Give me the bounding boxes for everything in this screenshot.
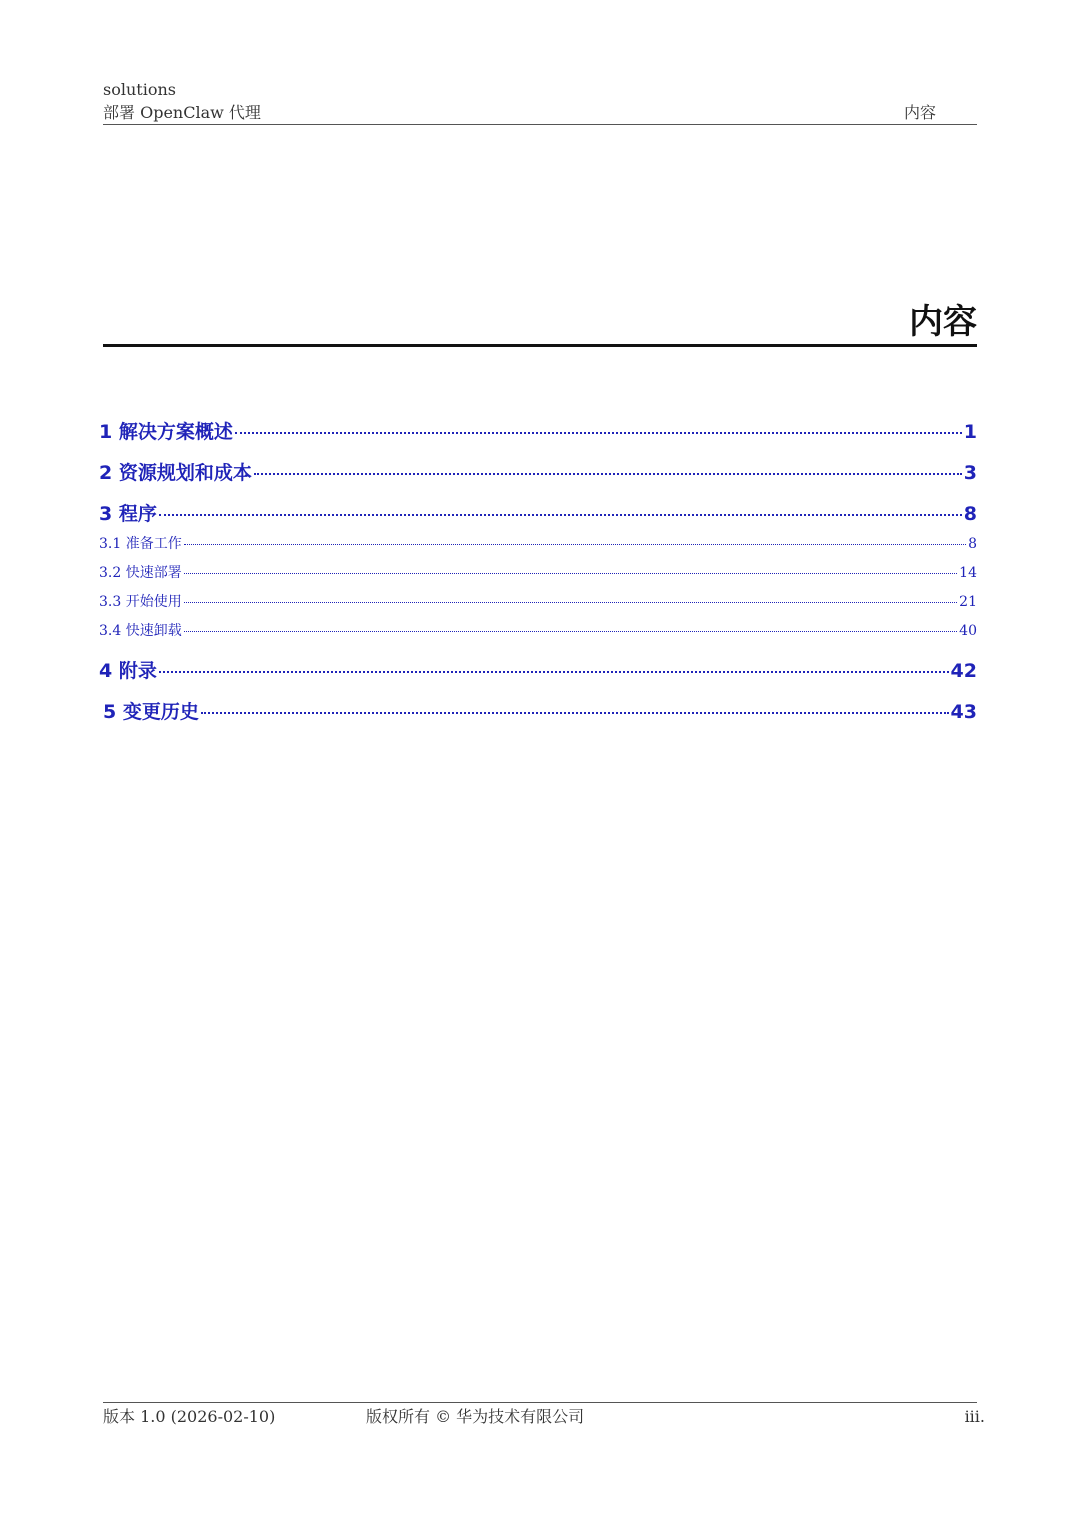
toc-entry-label: 2 资源规划和成本: [99, 462, 252, 484]
toc-entry-label: 3.1 准备工作: [99, 536, 182, 552]
toc-entry-page: 21: [959, 594, 977, 610]
toc-entry-label: 3 程序: [99, 503, 157, 525]
page-header: [103, 80, 977, 125]
toc-dot-leader: [184, 544, 966, 545]
doc-category: solutions: [103, 80, 176, 99]
toc-dot-leader: [235, 432, 962, 434]
toc-entry-page: 1: [963, 421, 977, 443]
toc-entry-label: 3.4 快速卸载: [99, 623, 182, 639]
toc-entry-page: 14: [959, 565, 977, 581]
toc-dot-leader: [184, 573, 957, 574]
toc-entry-4[interactable]: [99, 658, 977, 684]
toc-dot-leader: [201, 712, 949, 714]
toc-entry-3-2[interactable]: [99, 564, 977, 582]
toc-entry-page: 8: [963, 503, 977, 525]
toc-dot-leader: [159, 671, 949, 673]
toc-entry-label: 4 附录: [99, 660, 157, 682]
toc-entry-5[interactable]: [103, 699, 977, 725]
doc-title: 部署 OpenClaw 代理: [103, 103, 261, 122]
toc-entry-label: 3.3 开始使用: [99, 594, 182, 610]
toc-dot-leader: [184, 602, 957, 603]
page-footer: [103, 1402, 985, 1433]
toc-entry-3-4[interactable]: [99, 622, 977, 640]
footer-version: 版本 1.0 (2026-02-10): [103, 1407, 276, 1426]
toc-entry-page: 8: [968, 536, 977, 552]
toc-entry-page: 40: [959, 623, 977, 639]
toc-entry-label: 1 解决方案概述: [99, 421, 233, 443]
header-section-name: 内容: [904, 103, 937, 122]
toc-dot-leader: [254, 473, 962, 475]
toc-entry-3[interactable]: [99, 501, 977, 527]
toc-entry-3-1[interactable]: [99, 535, 977, 553]
toc-entry-3-3[interactable]: [99, 593, 977, 611]
toc-entry-page: 42: [950, 660, 977, 682]
toc-entry-2[interactable]: [99, 460, 977, 486]
toc-dot-leader: [184, 631, 957, 632]
toc-entry-label: 3.2 快速部署: [99, 565, 182, 581]
toc-entry-page: 3: [963, 462, 977, 484]
toc-entry-1[interactable]: [99, 419, 977, 445]
footer-page-number: iii.: [964, 1407, 985, 1426]
toc-entry-page: 43: [950, 701, 977, 723]
footer-copyright: 版权所有 © 华为技术有限公司: [366, 1407, 585, 1426]
page-title: 内容: [103, 300, 977, 347]
toc-dot-leader: [159, 514, 962, 516]
toc-entry-label: 5 变更历史: [103, 701, 199, 723]
